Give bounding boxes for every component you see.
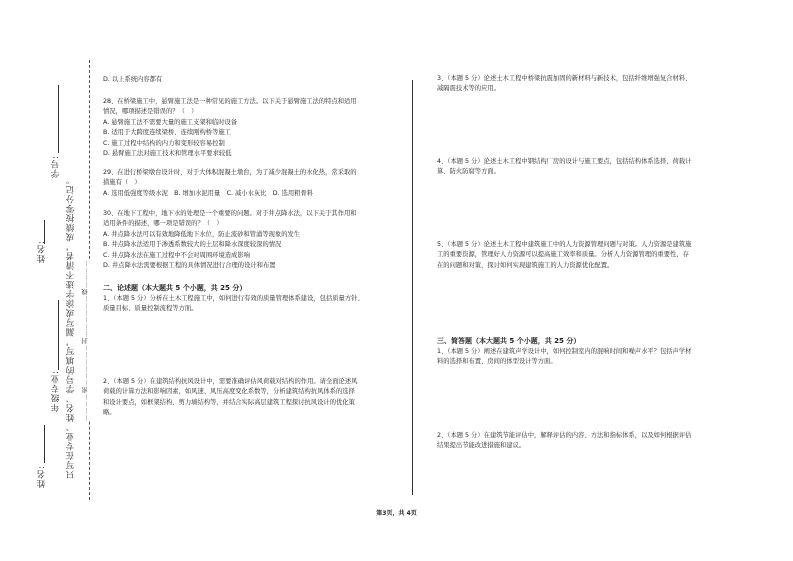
question-line: 1、（本题 5 分）分析在土木工程施工中，如何进行有效的质量管理体系建设，包括质量方针、 — [103, 295, 364, 302]
question-line: 荷载的计算方法和影响因素，如风速、风压高度变化系数等，分析建筑结构抗风体系的选择 — [103, 388, 355, 396]
student-id-label: 学号: — [51, 155, 61, 178]
section-title: 二、论述题（本大题共 5 个小题，共 25 分） — [103, 284, 247, 292]
binding-instruction: 只写在专业、姓名、学号的填写，漏写或涂字迹不清者，成绩按零分记。 — [66, 175, 76, 479]
class-line — [58, 300, 59, 370]
question-line: 算、防火防腐等方面。 — [437, 168, 500, 176]
question-line: 29、在进行桥梁墩台设计时，对于大体积混凝土墩台，为了减少混凝土的水化热，常采取的 — [103, 169, 357, 176]
question-line: 情况，哪项描述是错误的？（ ） — [103, 108, 198, 116]
name-line — [44, 220, 45, 244]
binding-margin — [0, 60, 100, 500]
essay-3 — [437, 74, 729, 95]
question-line: C. 施工过程中结构的内力和变形较容易控制 — [103, 139, 225, 147]
essay-4 — [437, 157, 729, 178]
question-28 — [103, 97, 393, 159]
question-line: 2、（本题 5 分）在建筑结构抗风设计中，需要准确评估风荷载对结构的作用。请全面论述风 — [103, 378, 358, 385]
seal-line-text: …………密………………封………………线………… — [82, 260, 89, 421]
question-line: C. 井点降水法在施工过程中不会对周围环境造成影响 — [103, 251, 250, 259]
question-line: 在的问题和对策，探讨如何实现建筑施工的人力资源优化配置。 — [437, 261, 614, 269]
short-1 — [437, 347, 729, 368]
school-label: 姓名: — [37, 465, 47, 488]
question-line: 4、（本题 5 分）论述土木工程中钢结构厂房的设计与施工要点，包括结构体系选择、荷载计 — [437, 158, 692, 165]
page-footer: 第3页，共 4页 — [376, 510, 417, 517]
question-line: D. 以上系统内容都有 — [103, 76, 163, 83]
question-line: 1、（本题 5 分）阐述在建筑声学设计中，如何控制室内的混响时间和噪声水平？包括声学材 — [437, 348, 692, 355]
question-29 — [103, 168, 393, 199]
question-30 — [103, 209, 393, 271]
short-2 — [437, 431, 729, 452]
question-line: B. 适用于大跨度连续梁桥、连续刚构桥等施工 — [103, 129, 231, 137]
question-line: 3、（本题 5 分）论述土木工程中桥梁抗震加固的新材料与新技术，包括纤维增强复合材料、 — [437, 75, 692, 82]
essay-1 — [103, 294, 393, 315]
question-line: 5、（本题 5 分）论述土木工程中建筑施工中的人力资源管理问题与对策。人力资源是建筑施 — [437, 241, 692, 248]
name-label: 姓名: — [37, 240, 47, 263]
essay-2 — [103, 377, 393, 419]
student-id-line — [58, 85, 59, 153]
question-line: 质量目标、质量控制流程等方面。 — [103, 305, 198, 313]
essay-5 — [437, 240, 729, 271]
question-line: A. 选用低强度等级水泥 B. 增加水泥用量 C. 减小水灰比 D. 选用粗骨料 — [103, 189, 314, 197]
question-line: A. 井点降水法可以有效地降低地下水位，防止流砂和管涌等现象的发生 — [103, 230, 301, 238]
option-d-27 — [103, 75, 393, 85]
question-line: 措施有（ ） — [103, 179, 141, 187]
section-2-title — [103, 283, 393, 293]
section-3-title — [437, 336, 729, 346]
question-line: 略。 — [103, 409, 116, 417]
question-line: 结果提出节能改进措施和建议。 — [437, 442, 526, 450]
question-line: 28、在桥梁施工中，悬臂施工法是一种常见的施工方法。以下关于悬臂施工法的特点和适用 — [103, 98, 357, 105]
question-line: A. 悬臂施工法不需要大量的施工支架和临时设备 — [103, 118, 238, 126]
question-line: 和设计要点，如框架结构、剪力墙结构等，并结合实际高层建筑工程探讨抗风设计的优化策 — [103, 398, 355, 406]
question-line: D. 井点降水法需要根据工程的具体情况进行合理的设计和布置 — [103, 262, 276, 270]
question-line: 减隔震技术等的应用。 — [437, 85, 500, 93]
class-label: 年级专业: — [51, 370, 61, 412]
question-line: 2、（本题 5 分）在建筑节能评估中，解释评估的内容、方法和指标体系，以及如何根据评估 — [437, 432, 692, 439]
section-title: 三、简答题（本大题共 5 个小题，共 25 分） — [437, 337, 581, 345]
question-line: B. 井点降水法适用于渗透系数较大的土层和降水深度较深的情况 — [103, 241, 282, 249]
question-line: D. 悬臂施工法对施工技术和管理水平要求较低 — [103, 150, 232, 158]
question-line: 30、在地下工程中，地下水的处理是一个重要的问题。对于井点降水法，以下关于其作用和 — [103, 210, 357, 217]
column-divider — [412, 80, 413, 495]
question-line: 工的重要资源，管理好人力资源可以提高施工效率和质量。分析人力资源管理的重要性、存 — [437, 251, 689, 259]
question-line: 适用条件的描述，哪一项是错误的？（ ） — [103, 220, 223, 228]
question-line: 料的选择和布置、房间的体型设计等方面。 — [437, 358, 557, 366]
school-line — [44, 425, 45, 463]
